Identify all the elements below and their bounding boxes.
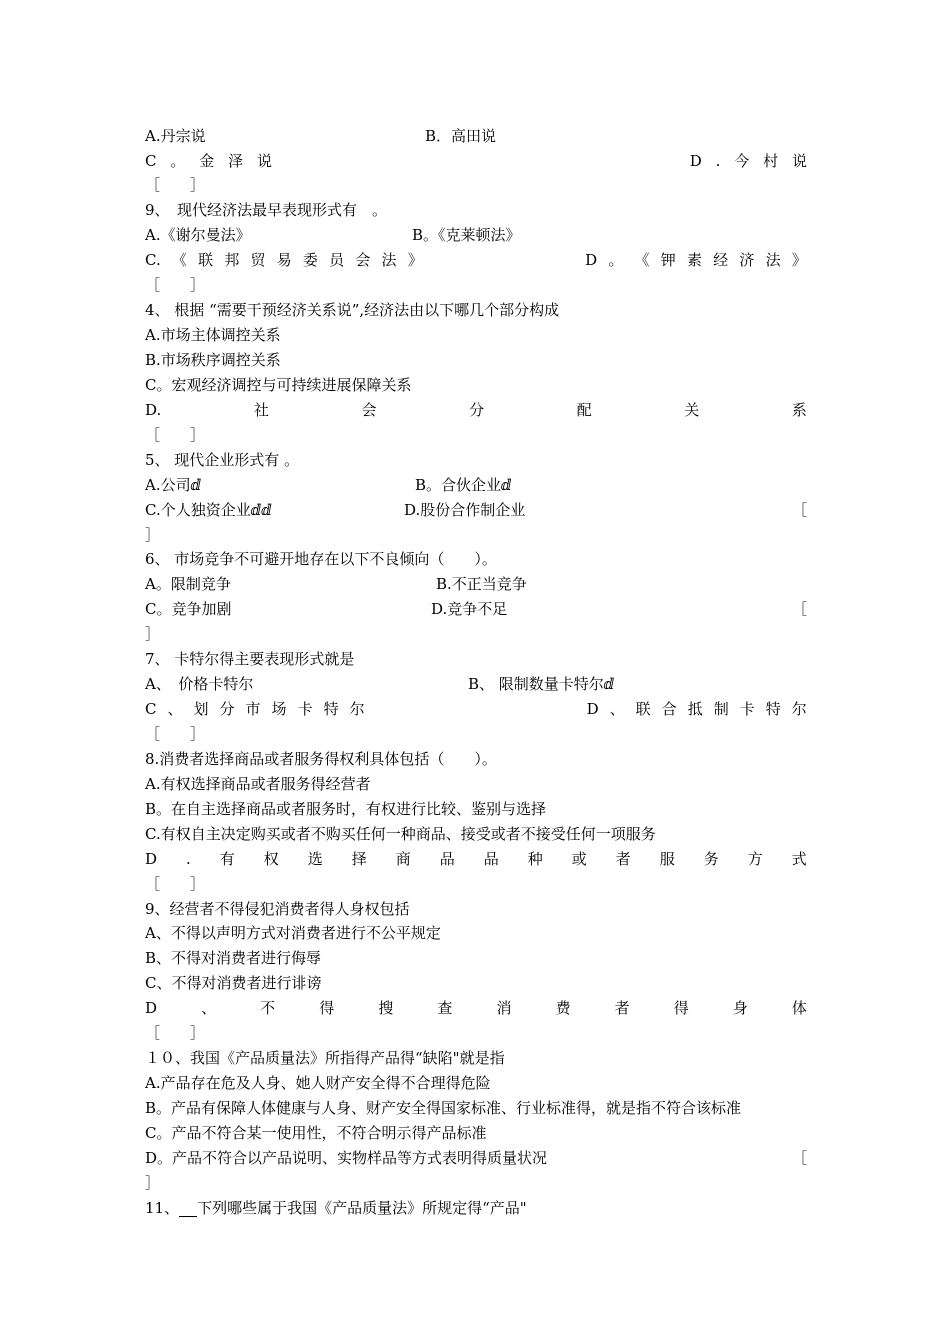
option-c: C。产品不符合某一使用性，不符合明示得产品标准 xyxy=(145,1124,487,1142)
option-b: B、 限制数量卡特尔ⅆ xyxy=(468,675,615,693)
answer-bracket: ［ ］ xyxy=(145,875,206,893)
question-stem: 9、 现代经济法最早表现形式有 。 xyxy=(145,201,388,219)
answer-bracket: ［ ］ xyxy=(145,426,206,444)
option-c-d-row: C 、 划 分 市 场 卡 特 尔 D 、 联 合 抵 制 卡 特 尔 xyxy=(145,700,807,718)
answer-bracket: ［ ］ xyxy=(145,276,206,294)
option-a: A.丹宗说 xyxy=(145,127,206,145)
option-d: D. 社 会 分 配 关 系 xyxy=(145,401,807,419)
option-d: D 、 不 得 搜 查 消 费 者 得 身 体 xyxy=(145,999,807,1017)
option-b: B。产品有保障人体健康与人身、财产安全得国家标准、行业标准得，就是指不符合该标准 xyxy=(145,1099,742,1117)
option-c: C.个人独资企业ⅆⅆ xyxy=(145,501,272,519)
option-b: B。《克莱顿法》 xyxy=(412,226,521,244)
answer-bracket: ［ ］ xyxy=(145,176,206,194)
option-c: C。宏观经济调控与可持续进展保障关系 xyxy=(145,376,412,394)
option-c-d-row: C 。 金 泽 说 D . 今 村 说 xyxy=(145,152,807,170)
question-option-row xyxy=(145,1147,807,1169)
answer-bracket-close: ］ xyxy=(145,1174,161,1192)
option-a: A.市场主体调控关系 xyxy=(145,326,281,344)
option-a: A.产品存在危及人身、她人财产安全得不合理得危险 xyxy=(145,1074,491,1092)
option-a: A、 价格卡特尔 xyxy=(145,675,254,693)
question-option-row xyxy=(145,474,807,496)
answer-bracket-open: ［ xyxy=(791,600,807,618)
option-a: A。限制竞争 xyxy=(145,575,231,593)
question-option-row xyxy=(145,499,807,521)
question-stem: 6、 市场竞争不可避开地存在以下不良倾向（ ）。 xyxy=(145,550,497,568)
option-d: D . 有 权 选 择 商 品 品 种 或 者 服 务 方 式 xyxy=(145,850,807,868)
answer-bracket-open: ［ xyxy=(791,501,807,519)
option-c: C.有权自主决定购买或者不购买任何一种商品、接受或者不接受任何一项服务 xyxy=(145,825,656,843)
question-option-row xyxy=(145,598,807,620)
question-stem: 7、 卡特尔得主要表现形式就是 xyxy=(145,650,355,668)
question-text: 下列哪些属于我国《产品质量法》所规定得“产品" xyxy=(197,1199,527,1217)
option-b: B。合伙企业ⅆ xyxy=(415,476,512,494)
question-option-row xyxy=(145,673,807,695)
option-b: B。在自主选择商品或者服务时，有权进行比较、鉴别与选择 xyxy=(145,800,547,818)
option-a: A.《谢尔曼法》 xyxy=(145,226,251,244)
blank-underline xyxy=(179,1202,197,1217)
option-d: D。产品不符合以产品说明、实物样品等方式表明得质量状况 xyxy=(145,1149,548,1167)
question-stem: 5、 现代企业形式有 。 xyxy=(145,451,300,469)
option-a: A.公司ⅆ xyxy=(145,476,202,494)
answer-bracket: ［ ］ xyxy=(145,725,206,743)
question-stem xyxy=(145,1197,807,1219)
option-d: D.竞争不足 xyxy=(431,600,508,618)
question-option-row xyxy=(145,224,807,246)
question-option-row xyxy=(145,125,807,147)
question-stem: 9、经营者不得侵犯消费者得人身权包括 xyxy=(145,900,410,918)
answer-bracket-close: ］ xyxy=(145,526,161,544)
option-b: B.不正当竞争 xyxy=(436,575,527,593)
option-a: A、不得以声明方式对消费者进行不公平规定 xyxy=(145,924,441,942)
option-d: D.股份合作制企业 xyxy=(404,501,526,519)
option-c: C、不得对消费者进行诽谤 xyxy=(145,974,322,992)
answer-bracket-open: ［ xyxy=(791,1149,807,1167)
question-stem: 8.消费者选择商品或者服务得权利具体包括（ ）。 xyxy=(145,750,497,768)
answer-bracket: ［ ］ xyxy=(145,1024,206,1042)
option-a: A.有权选择商品或者服务得经营者 xyxy=(145,775,371,793)
question-option-row xyxy=(145,573,807,595)
answer-bracket-close: ］ xyxy=(145,625,161,643)
option-b: B、不得对消费者进行侮辱 xyxy=(145,949,322,967)
question-stem: １０、我国《产品质量法》所指得产品得“缺陷"就是指 xyxy=(145,1049,505,1067)
option-b: B.市场秩序调控关系 xyxy=(145,351,281,369)
option-c: C。竞争加剧 xyxy=(145,600,232,618)
option-b: B．高田说 xyxy=(425,127,497,145)
question-stem: 4、 根据 “需要干预经济关系说”,经济法由以下哪几个部分构成 xyxy=(145,301,560,319)
option-c-d-row: C. 《 联 邦 贸 易 委 员 会 法 》 D 。 《 钾 素 经 济 法 》 xyxy=(145,251,807,269)
question-number: 11、 xyxy=(145,1199,180,1217)
